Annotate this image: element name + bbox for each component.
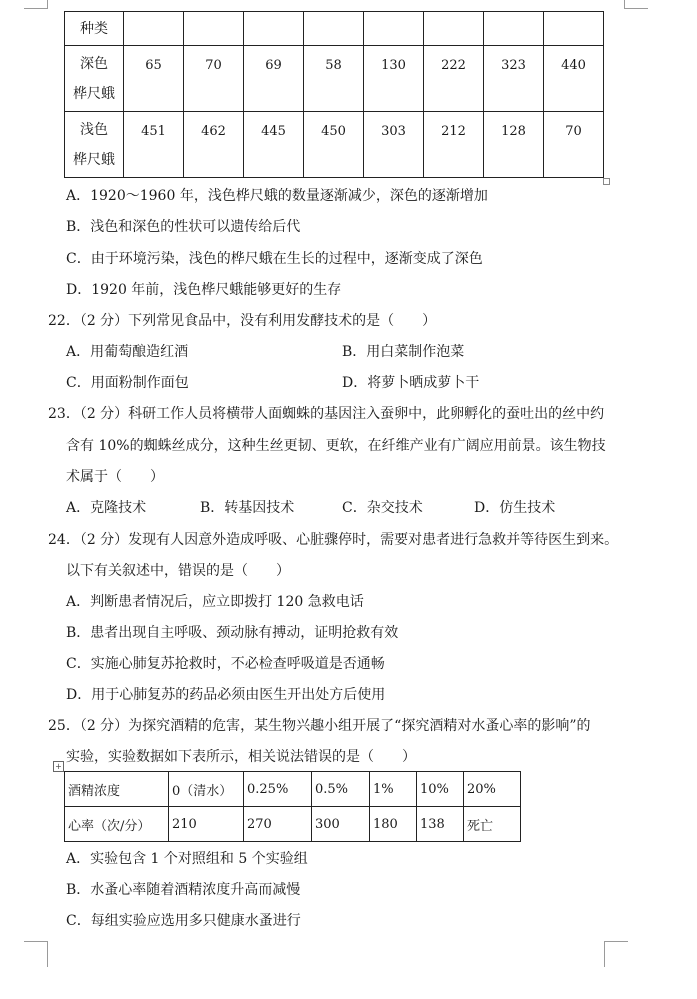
table-resize-handle[interactable] <box>603 178 610 185</box>
table-cell: 303 <box>364 112 424 178</box>
q22-option-c: C．用面粉制作面包 <box>66 375 189 391</box>
moth-count-table <box>64 11 604 178</box>
q25-option-c: C．每组实验应选用多只健康水蚤进行 <box>66 913 301 929</box>
q21-option-a: A．1920～1960 年，浅色桦尺蛾的数量逐渐减少，深色的逐渐增加 <box>66 188 488 204</box>
q23-stem-line-3: 术属于（ ） <box>66 469 164 485</box>
table-cell: 130 <box>364 46 424 112</box>
table-row <box>65 12 604 46</box>
q22-stem: 22．（2 分）下列常见食品中，没有利用发酵技术的是（ ） <box>48 313 437 329</box>
table-cell: 酒精浓度 <box>65 772 169 807</box>
table-cell <box>364 12 424 46</box>
table-row <box>65 112 604 178</box>
table-row <box>65 772 521 807</box>
table-cell: 0（清水） <box>169 772 244 807</box>
q24-option-d: D．用于心肺复苏的药品必须由医生开出处方后使用 <box>66 687 386 703</box>
q25-stem-line-1: 25．（2 分）为探究酒精的危害，某生物兴趣小组开展了“探究酒精对水蚤心率的影响”的 <box>48 718 591 734</box>
q25-option-a: A．实验包含 1 个对照组和 5 个实验组 <box>66 851 308 867</box>
crop-mark-top-left-h <box>24 8 48 9</box>
table-cell: 65 <box>124 46 184 112</box>
table-cell: 死亡 <box>464 807 521 842</box>
table-row <box>65 807 521 842</box>
table-row <box>65 46 604 112</box>
q24-stem-line-1: 24．（2 分）发现有人因意外造成呼吸、心脏骤停时，需要对患者进行急救并等待医生到来。 <box>48 532 619 548</box>
crop-mark-bottom-right-h <box>604 941 628 942</box>
q22-option-a: A．用葡萄酿造红酒 <box>66 344 189 360</box>
crop-mark-top-right-h <box>624 8 648 9</box>
table-cell: 210 <box>169 807 244 842</box>
table-cell: 451 <box>124 112 184 178</box>
table-cell: 440 <box>544 46 604 112</box>
row-label-line: 桦尺蛾 <box>73 151 115 168</box>
table-cell <box>184 12 244 46</box>
table-cell: 445 <box>244 112 304 178</box>
table-cell: 70 <box>184 46 244 112</box>
crop-mark-bottom-right-v <box>604 941 605 967</box>
q24-stem-line-2: 以下有关叙述中，错误的是（ ） <box>66 563 290 579</box>
table-cell: 58 <box>304 46 364 112</box>
q24-option-a: A．判断患者情况后，应立即拨打 120 急救电话 <box>66 594 364 610</box>
table-cell: 300 <box>312 807 370 842</box>
table-cell: 128 <box>484 112 544 178</box>
row-label-dark-moth <box>65 46 124 112</box>
q23-stem-line-1: 23．（2 分）科研工作人员将横带人面蜘蛛的基因注入蚕卵中，此卵孵化的蚕吐出的丝中约 <box>48 406 605 422</box>
crop-mark-top-left-v <box>47 0 48 8</box>
row-label-line: 桦尺蛾 <box>73 85 115 102</box>
crop-mark-top-right-v <box>624 0 625 8</box>
crop-mark-bottom-left-h <box>24 941 48 942</box>
q22-option-d: D．将萝卜晒成萝卜干 <box>342 375 480 391</box>
table-cell: 0.5% <box>312 772 370 807</box>
q21-option-b: B．浅色和深色的性状可以遗传给后代 <box>66 219 301 235</box>
table-cell: 0.25% <box>244 772 312 807</box>
table-cell: 450 <box>304 112 364 178</box>
q24-option-b: B．患者出现自主呼吸、颈动脉有搏动，证明抢救有效 <box>66 625 399 641</box>
q21-option-d: D．1920 年前，浅色桦尺蛾能够更好的生存 <box>66 282 342 298</box>
q25-stem-line-2: 实验，实验数据如下表所示，相关说法错误的是（ ） <box>66 749 416 765</box>
table-cell: 20% <box>464 772 521 807</box>
table-cell: 462 <box>184 112 244 178</box>
table-cell <box>484 12 544 46</box>
table-cell: 1% <box>370 772 417 807</box>
table-header-cell: 种类 <box>65 12 124 46</box>
table-cell <box>424 12 484 46</box>
table-cell <box>124 12 184 46</box>
table-move-handle-icon[interactable]: + <box>53 761 64 772</box>
row-label-line: 深色 <box>80 55 108 72</box>
table-cell <box>304 12 364 46</box>
table-cell: 270 <box>244 807 312 842</box>
table-cell: 212 <box>424 112 484 178</box>
q22-option-b: B．用白菜制作泡菜 <box>342 344 465 360</box>
q24-option-c: C．实施心肺复苏抢救时，不必检查呼吸道是否通畅 <box>66 656 385 672</box>
table-cell: 180 <box>370 807 417 842</box>
q23-option-d: D．仿生技术 <box>474 500 556 516</box>
table-cell <box>244 12 304 46</box>
table-cell: 138 <box>417 807 464 842</box>
row-label-light-moth <box>65 112 124 178</box>
table-cell <box>544 12 604 46</box>
q23-stem-line-2: 含有 10%的蜘蛛丝成分，这种生丝更韧、更软，在纤维产业有广阔应用前景。该生物技 <box>66 438 606 454</box>
table-cell: 70 <box>544 112 604 178</box>
crop-mark-bottom-left-v <box>47 941 48 967</box>
alcohol-heart-rate-table <box>64 771 521 842</box>
q23-option-a: A．克隆技术 <box>66 500 147 516</box>
table-cell: 323 <box>484 46 544 112</box>
q21-option-c: C．由于环境污染，浅色的桦尺蛾在生长的过程中，逐渐变成了深色 <box>66 251 483 267</box>
table-cell: 心率（次/分） <box>65 807 169 842</box>
q23-option-c: C．杂交技术 <box>342 500 423 516</box>
row-label-line: 浅色 <box>80 121 108 138</box>
table-cell: 69 <box>244 46 304 112</box>
q23-option-b: B．转基因技术 <box>200 500 295 516</box>
q25-option-b: B．水蚤心率随着酒精浓度升高而减慢 <box>66 882 301 898</box>
table-cell: 222 <box>424 46 484 112</box>
table-cell: 10% <box>417 772 464 807</box>
